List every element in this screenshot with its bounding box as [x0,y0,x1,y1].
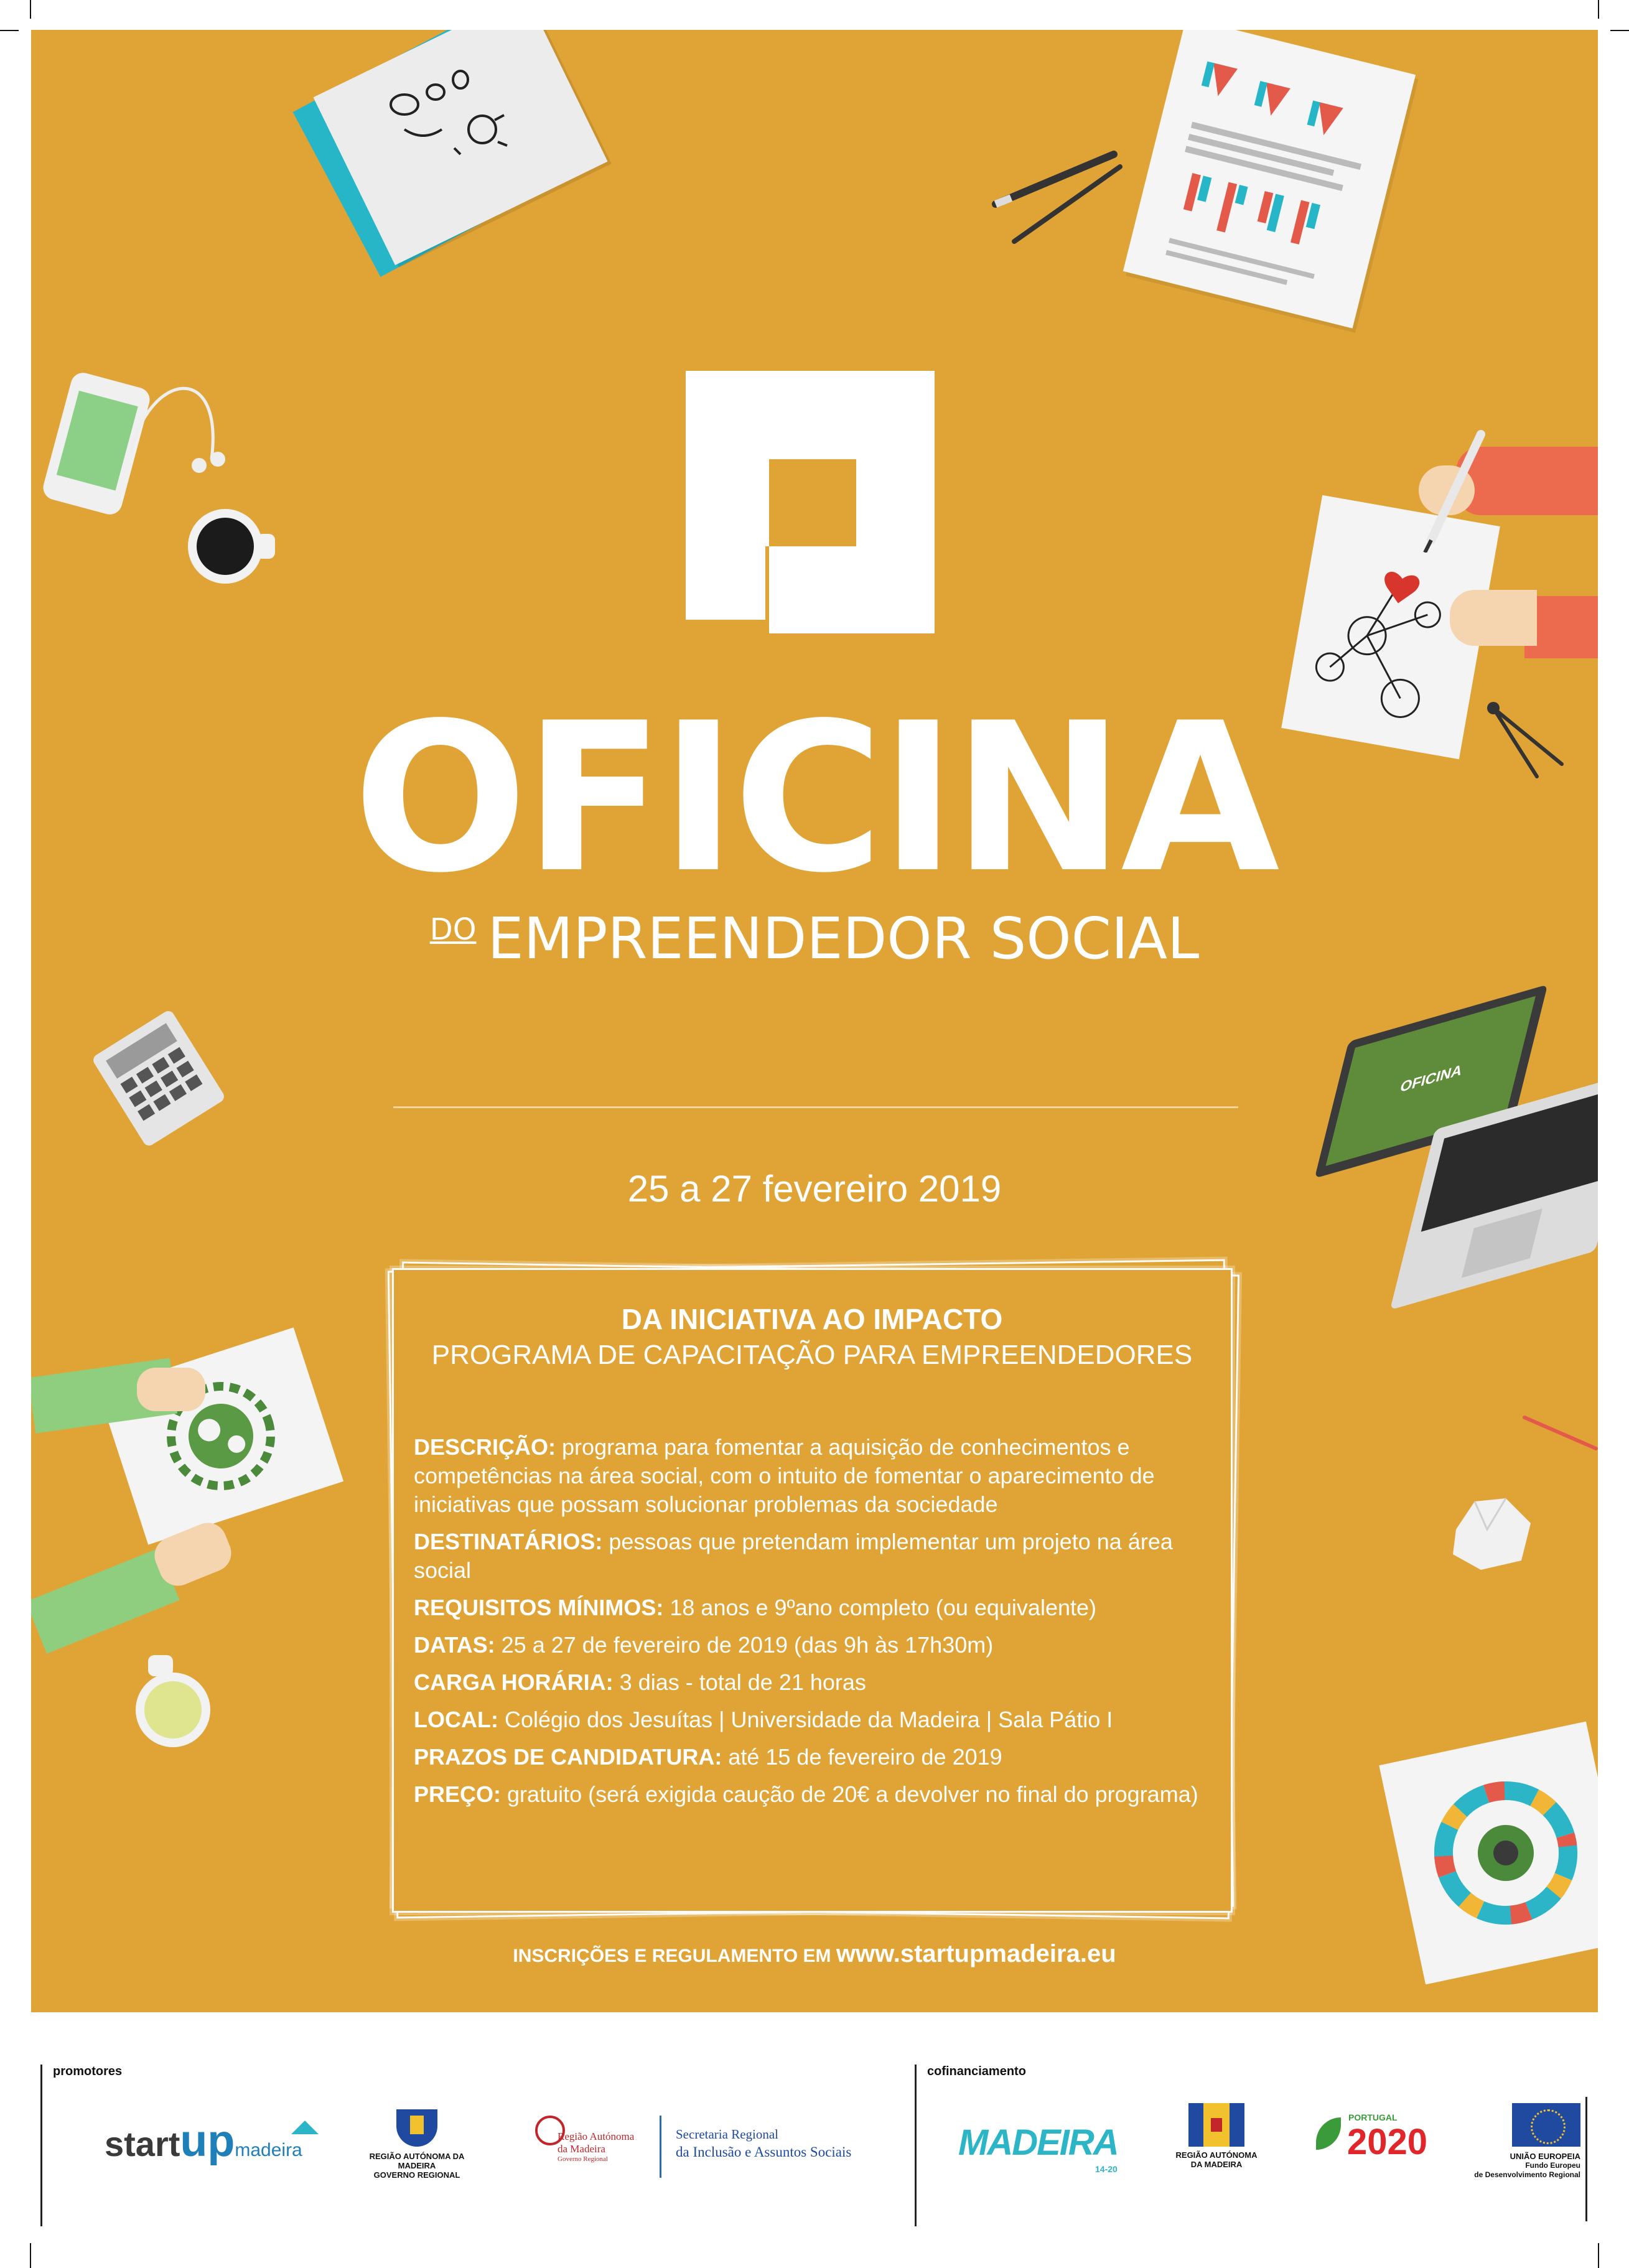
event-date: 25 a 27 fevereiro 2019 [627,1168,1002,1210]
eu-flag-icon [1512,2103,1580,2147]
footer-divider [1585,2097,1587,2221]
secretaria-line1: Secretaria Regional [676,2127,779,2142]
subtitle-text: EMPREENDEDOR SOCIAL [487,905,1200,972]
globe-paper-illustration [98,1327,343,1544]
row-text: 25 a 27 de fevereiro de 2019 (das 9h às 17h30m) [501,1632,994,1658]
row-text: 18 anos e 9ºano completo (ou equivalente) [670,1595,1097,1620]
divider-line [393,1106,1238,1108]
calculator-illustration [91,1009,226,1148]
ram-small-line2: da Madeira [558,2143,605,2155]
earphones-illustration [124,360,249,484]
info-row-location [414,1706,1216,1734]
madeira-1420-logo [958,2116,1139,2178]
portugal-year: 2020 [1347,2122,1428,2162]
crop-mark [1598,2243,1599,2268]
ram-small-line1: Região Autónoma [558,2130,635,2142]
subtitle-do: DO [429,912,477,947]
row-label: PREÇO: [414,1781,502,1807]
info-card-content [389,1259,1235,1909]
ram-gov-line2: GOVERNO REGIONAL [373,2170,460,2180]
cofinanciamento-label: cofinanciamento [927,2065,1026,2078]
crop-mark [0,30,19,31]
eu-line3: de Desenvolvimento Regional [1474,2170,1580,2179]
flag-icon [1188,2103,1244,2147]
row-text: 3 dias - total de 21 horas [619,1669,866,1695]
signup-line [31,1940,1598,1968]
startup-madeira-logo [105,2116,316,2172]
oficina-logo-mark-lower [769,546,935,633]
sketch-paper-illustration [305,36,616,260]
row-text: pessoas que pretendam implementar um projeto na área social [414,1529,1173,1583]
info-rows [414,1433,1216,1818]
row-text: programa para fomentar a aquisição de conhecimentos e competências na área social, com o intuito de fomentar o aparecimento de iniciativas que possam solucionar problemas da sociedade [414,1434,1155,1517]
signup-url-link[interactable]: www.startupmadeira.eu [836,1940,1116,1967]
info-row-audience [414,1528,1216,1585]
info-row-description [414,1433,1216,1519]
row-label: CARGA HORÁRIA: [414,1669,614,1695]
row-label: LOCAL: [414,1707,498,1732]
startup-madeira: madeira [235,2140,302,2160]
ram-gov-logo [355,2109,479,2180]
crumpled-paper-illustration [1444,1492,1537,1573]
info-row-price [414,1780,1216,1809]
row-label: DESTINATÁRIOS: [414,1529,603,1554]
house-icon [291,2121,319,2134]
eu-line1: UNIÃO EUROPEIA [1510,2152,1580,2161]
ram-coop-line1: REGIÃO AUTÓNOMA [1175,2150,1258,2160]
oficina-logo-mark-left [686,371,765,620]
promotores-label: promotores [53,2065,123,2078]
shield-icon [396,2109,437,2147]
pens-illustration [989,142,1126,254]
startup-start: start [105,2124,180,2163]
poster [31,30,1598,2012]
ram-secretaria-logo [535,2116,884,2184]
footer-divider [915,2065,917,2226]
crop-mark [30,2243,31,2268]
row-text: Colégio dos Jesuítas | Universidade da Madeira | Sala Pátio I [504,1707,1113,1732]
signup-label: INSCRIÇÕES E REGULAMENTO EM [513,1946,831,1966]
oficina-logo-notch [769,459,856,546]
madeira1420-text: MADEIRA [958,2122,1118,2163]
eu-line2: Fundo Europeu [1525,2161,1580,2170]
footer-divider [40,2065,42,2226]
startup-up: up [180,2116,235,2166]
madeira1420-years: 14-20 [1095,2164,1118,2174]
info-subheading: PROGRAMA DE CAPACITAÇÃO PARA EMPREENDEDORES [431,1340,1193,1370]
leaf-icon [1316,2117,1341,2150]
portugal-label: PORTUGAL [1348,2112,1398,2122]
info-row-dates [414,1631,1216,1659]
info-row-requirements [414,1594,1216,1622]
tea-cup-illustration [136,1673,210,1747]
row-text: até 15 de fevereiro de 2019 [728,1744,1002,1770]
row-text: gratuito (será exigida caução de 20€ a devolver no final do programa) [507,1781,1198,1807]
pen-in-hand-illustration [1412,428,1487,553]
info-heading: DA INICIATIVA AO IMPACTO [621,1303,1003,1335]
secretaria-line2: da Inclusão e Assuntos Sociais [676,2144,852,2160]
info-row-hours [414,1668,1216,1697]
poster-title: OFICINA [353,679,1276,918]
eu-logo [1450,2103,1580,2180]
report-paper-illustration [1123,30,1416,329]
crop-mark [1598,0,1599,19]
pencil-illustration [1518,1411,1598,1455]
poster-subtitle [31,905,1598,972]
hand-illustration [1450,590,1537,646]
laptop-illustration [1332,988,1598,1281]
info-row-deadline [414,1743,1216,1771]
ram-coop-line2: DA MADEIRA [1190,2160,1243,2169]
row-label: DESCRIÇÃO: [414,1434,556,1460]
compass-illustration [1475,689,1568,783]
crop-mark [30,0,31,19]
portugal-2020-logo [1316,2112,1459,2175]
coffee-cup-illustration [188,509,263,584]
row-label: DATAS: [414,1632,495,1658]
ram-small-line3: Governo Regional [558,2155,608,2163]
row-label: REQUISITOS MÍNIMOS: [414,1595,664,1620]
hand-illustration [137,1368,205,1411]
ram-gov-line1: REGIÃO AUTÓNOMA DA MADEIRA [369,2152,465,2170]
crop-mark [1610,30,1629,31]
laptop-screen-text: OFICINA [1398,1062,1464,1096]
row-label: PRAZOS DE CANDIDATURA: [414,1744,722,1770]
ram-cofinance-logo [1170,2103,1263,2169]
